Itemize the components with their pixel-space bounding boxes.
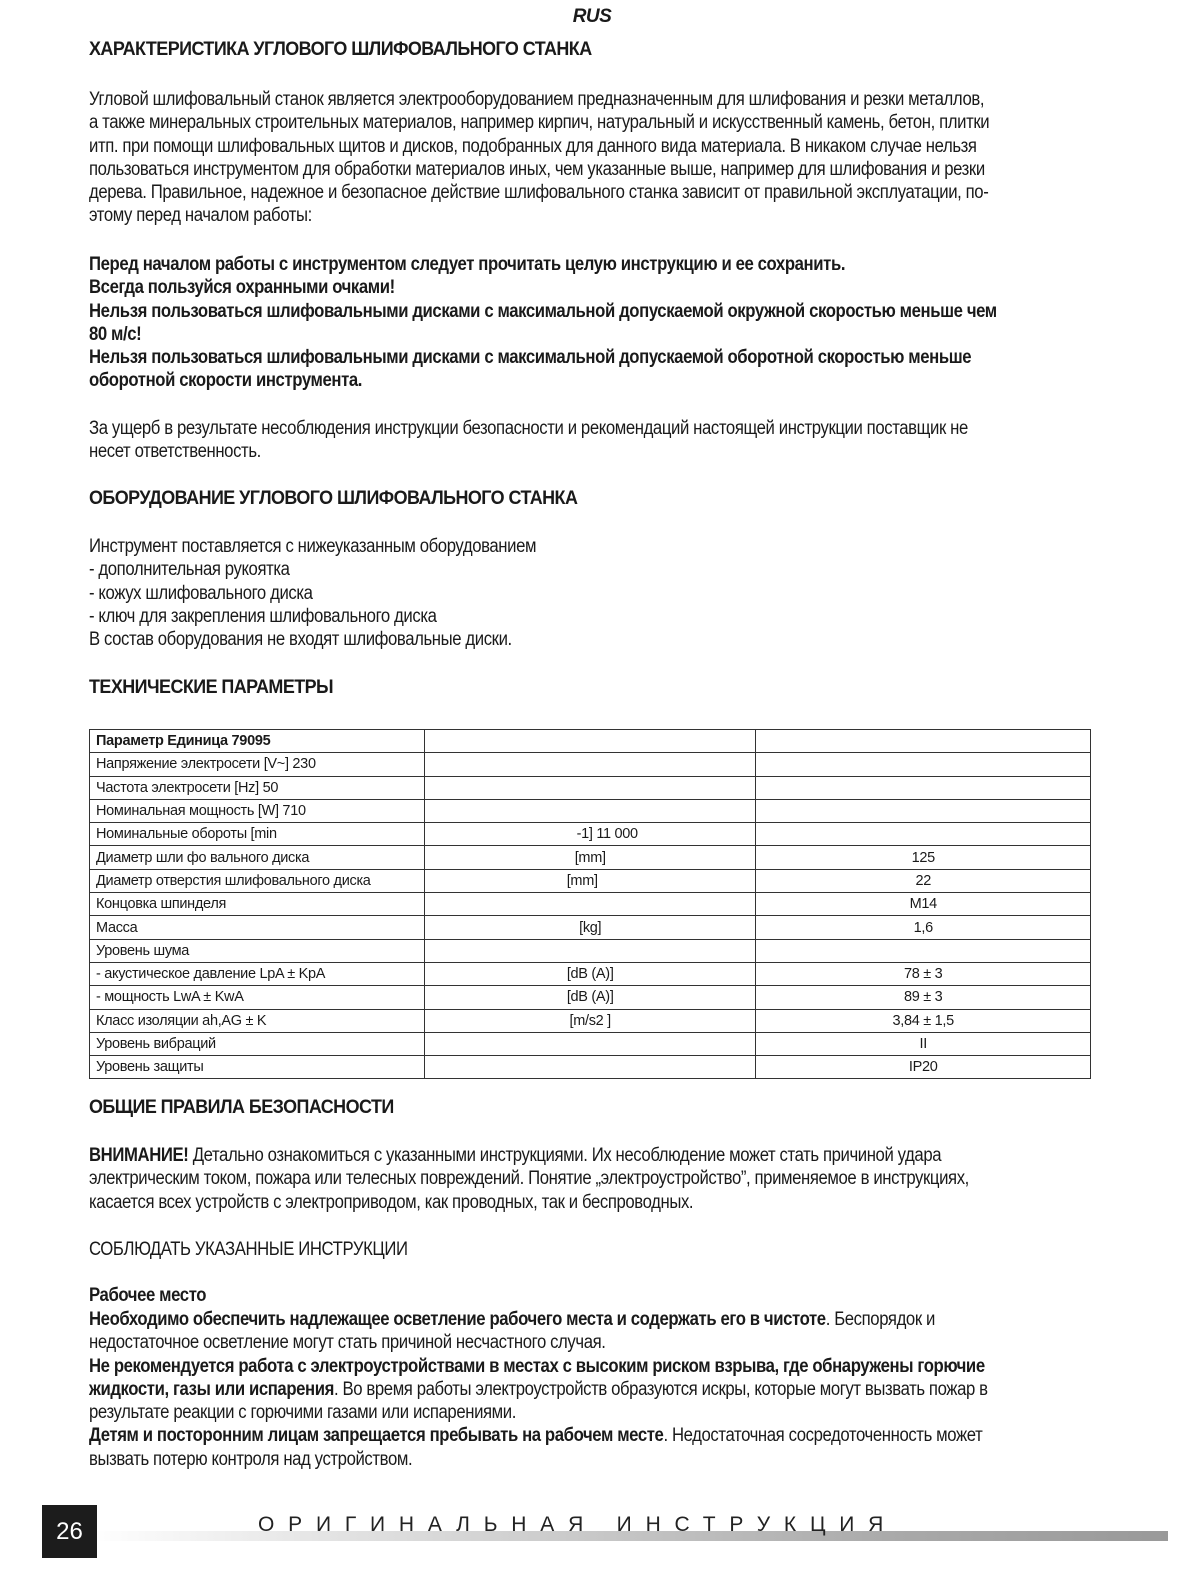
value-cell: II (756, 1032, 1091, 1055)
attention-label: ВНИМАНИЕ! (89, 1145, 189, 1166)
section-title-equipment: ОБОРУДОВАНИЕ УГЛОВОГО ШЛИФОВАЛЬНОГО СТАНКА (89, 487, 578, 509)
table-row (90, 1009, 1091, 1032)
warning-line: 80 м/с! (89, 323, 142, 345)
section-title-safety: ОБЩИЕ ПРАВИЛА БЕЗОПАСНОСТИ (89, 1096, 394, 1118)
plain-text: . Беспорядок и (825, 1309, 935, 1330)
value-cell: 125 (756, 846, 1091, 869)
table-row (90, 776, 1091, 799)
unit-cell: [m/s2 ] (424, 1009, 756, 1032)
unit-cell: [mm] (424, 846, 756, 869)
text-line: дерева. Правильное, надежное и безопасное действие шлифовального станка зависит от правильной эксплуатации, по- (89, 182, 989, 204)
unit-cell (424, 939, 756, 962)
unit-cell: -1] 11 000 (424, 823, 756, 846)
follow-instructions-heading: СОБЛЮДАТЬ УКАЗАННЫЕ ИНСТРУКЦИИ (89, 1239, 408, 1260)
unit-cell (424, 893, 756, 916)
param-cell: Диаметр шли фо вального диска (90, 846, 425, 869)
technical-parameters-table (89, 729, 1091, 1079)
text-line: За ущерб в результате несоблюдения инструкции безопасности и рекомендаций настоящей инструкции поставщик не (89, 418, 968, 439)
warning-line (89, 346, 1105, 369)
param-cell: Диаметр отверстия шлифовального диска (90, 869, 425, 892)
table-header-row (90, 730, 1091, 753)
section-title-characteristics: ХАРАКТЕРИСТИКА УГЛОВОГО ШЛИФОВАЛЬНОГО СТАНКА (89, 38, 592, 60)
param-cell: Напряжение электросети [V~] 230 (90, 753, 425, 776)
table-header-cell (756, 730, 1091, 753)
text-line (89, 1378, 1083, 1401)
table-header-cell: Параметр Единица 79095 (90, 730, 425, 753)
param-cell: - акустическое давление LpA ± KpA (90, 962, 425, 985)
value-cell: 89 ± 3 (756, 986, 1091, 1009)
text-line: а также минеральных строительных материалов, например кирпич, натуральный и искусственный камень, бетон, плитки (89, 112, 990, 134)
text-line: итп. при помощи шлифовальных щитов и дисков, подобранных для данного вида материала. В никаком случае нельзя (89, 135, 977, 157)
equipment-list (89, 535, 1083, 651)
plain-text: . Недостаточная сосредоточенность может (663, 1425, 983, 1447)
section-title-technical: ТЕХНИЧЕСКИЕ ПАРАМЕТРЫ (89, 676, 334, 698)
table-row (90, 869, 1091, 892)
characteristics-paragraph (89, 88, 1083, 228)
value-cell (756, 776, 1091, 799)
param-cell: Номинальные обороты [min (90, 823, 425, 846)
bold-text: Не рекомендуется работа с электроустройствами в местах с высоким риском взрыва, где обнаружены горючие (89, 1355, 985, 1377)
param-cell: Частота электросети [Hz] 50 (90, 776, 425, 799)
table-header-cell (424, 730, 756, 753)
table-row (90, 939, 1091, 962)
table-row (90, 1056, 1091, 1079)
unit-cell: [dB (A)] (424, 986, 756, 1009)
unit-cell (424, 799, 756, 822)
param-cell: Класс изоляции ah,AG ± K (90, 1009, 425, 1032)
text-line: Угловой шлифовальный станок является электрооборудованием предназначенным для шлифования и резки металлов, (89, 89, 985, 110)
param-cell: Уровень вибраций (90, 1032, 425, 1055)
workplace-paragraphs (89, 1308, 1083, 1471)
text-line (89, 1355, 1083, 1378)
warning-line: Перед началом работы с инструментом следует прочитать целую инструкцию и ее сохранить. (89, 254, 846, 275)
bold-text: Необходимо обеспечить надлежащее осветление рабочего места и содержать его в чистоте (89, 1309, 826, 1330)
list-item: - ключ для закрепления шлифовального диска (89, 605, 437, 627)
list-item: - кожух шлифовального диска (89, 582, 313, 604)
text-line: результате реакции с горючими газами или испарениями. (89, 1402, 516, 1424)
unit-cell: [dB (A)] (424, 962, 756, 985)
text-line: В состав оборудования не входят шлифовальные диски. (89, 629, 512, 651)
value-cell: IP20 (756, 1056, 1091, 1079)
unit-cell (424, 1032, 756, 1055)
text-line: вызвать потерю контроля над устройством. (89, 1448, 413, 1470)
table-row (90, 1032, 1091, 1055)
bold-text: жидкости, газы или испарения (89, 1378, 335, 1400)
table-row (90, 799, 1091, 822)
safety-warnings (89, 253, 1083, 393)
bold-text: Детям и посторонним лицам запрещается пребывать на рабочем месте (89, 1425, 664, 1447)
attention-paragraph (89, 1144, 1105, 1214)
unit-cell (424, 1056, 756, 1079)
table-row (90, 846, 1091, 869)
table-row (90, 753, 1091, 776)
param-cell: Масса (90, 916, 425, 939)
value-cell: 78 ± 3 (756, 962, 1091, 985)
warning-line: оборотной скорости инструмента. (89, 370, 363, 392)
table-row (90, 893, 1091, 916)
value-cell (756, 939, 1091, 962)
unit-cell: [mm] (424, 869, 756, 892)
table-row (90, 916, 1091, 939)
text-line (89, 1308, 1083, 1331)
list-item: - дополнительная рукоятка (89, 559, 290, 581)
text-line (89, 1144, 1105, 1167)
param-cell: Концовка шпинделя (90, 893, 425, 916)
liability-paragraph (89, 417, 1083, 464)
value-cell (756, 823, 1091, 846)
page-number: 26 (42, 1505, 97, 1558)
workplace-title: Рабочее место (89, 1285, 207, 1306)
warning-line: Всегда пользуйся охранными очками! (89, 277, 395, 299)
param-cell: Уровень защиты (90, 1056, 425, 1079)
warning-text: Нельзя пользоваться шлифовальными дисками с максимальной допускаемой оборотной скоростью меньше (89, 347, 972, 369)
param-cell: - мощность LwA ± KwA (90, 986, 425, 1009)
value-cell: 22 (756, 869, 1091, 892)
unit-cell (424, 776, 756, 799)
text-line: Инструмент поставляется с нижеуказанным оборудованием (89, 536, 537, 557)
text-line: касается всех устройств с электроприводом, как проводных, так и беспроводных. (89, 1191, 694, 1213)
text-line: несет ответственность. (89, 441, 261, 463)
unit-cell: [kg] (424, 916, 756, 939)
language-label: RUS (572, 6, 612, 27)
value-cell: 3,84 ± 1,5 (756, 1009, 1091, 1032)
text-line: этому перед началом работы: (89, 205, 312, 227)
attention-line-1 (89, 1144, 941, 1167)
plain-text: . Во время работы электроустройств образуются искры, которые могут вызвать пожар в (334, 1378, 988, 1400)
unit-cell (424, 753, 756, 776)
table-row (90, 823, 1091, 846)
table-row (90, 986, 1091, 1009)
text-line: пользоваться инструментом для обработки материалов иных, чем указанные выше, например для шлифования и резки (89, 158, 985, 180)
value-cell: M14 (756, 893, 1091, 916)
value-cell: 1,6 (756, 916, 1091, 939)
footer-caption: ОРИГИНАЛЬНАЯ ИНСТРУКЦИЯ (258, 1513, 898, 1536)
value-cell (756, 753, 1091, 776)
text-line: электрическим током, пожара или телесных повреждений. Понятие „электроустройство”, применяемое в инструкциях, (89, 1168, 969, 1190)
text-line (89, 1424, 1083, 1447)
value-cell (756, 799, 1091, 822)
param-cell: Номинальная мощность [W] 710 (90, 799, 425, 822)
table-row (90, 962, 1091, 985)
attention-text: Детально ознакомиться с указанными инструкциями. Их несоблюдение может стать причиной удара (192, 1145, 942, 1166)
warning-line: Нельзя пользоваться шлифовальными дисками с максимальной допускаемой окружной скоростью меньше чем (89, 300, 997, 322)
param-cell: Уровень шума (90, 939, 425, 962)
text-line: недостаточное осветление могут стать причиной несчастного случая. (89, 1332, 606, 1354)
